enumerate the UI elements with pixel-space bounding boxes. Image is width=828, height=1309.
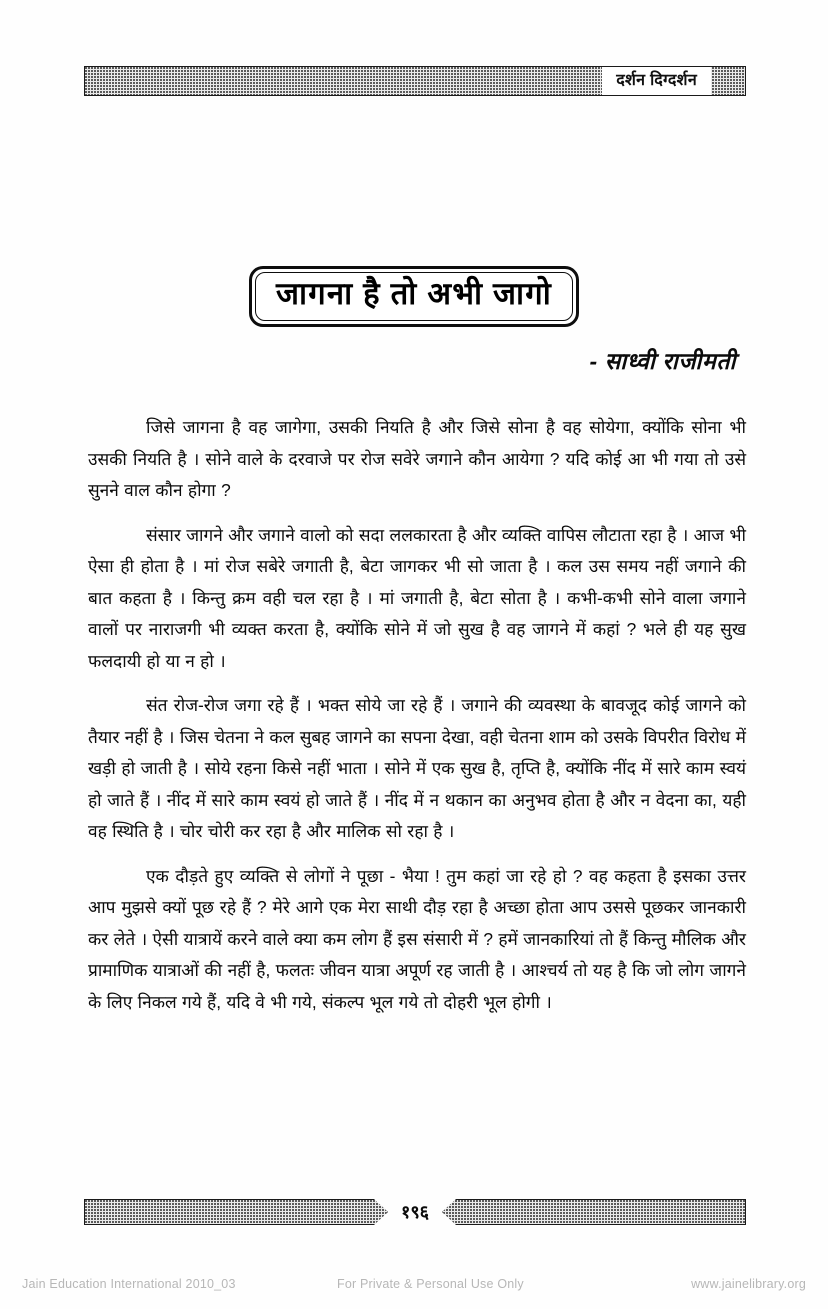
page-footer-band <box>84 1198 746 1226</box>
running-header-plate <box>602 67 711 95</box>
body-paragraph: संत रोज-रोज जगा रहे हैं । भक्त सोये जा रहे हैं । जगाने की व्यवस्था के बावजूद कोई जागने को तैयार नहीं है । जिस चेतना ने कल सुबह जागने का सपना देखा, वही चेतना शाम को उसके विपरीत विरोध में खड़ी हो जाती है । सोये रहना किसे नहीं भाता । सोने में एक सुख है, तृप्ति है, क्योंकि नींद में सारे काम स्वयं हो जाते हैं । नींद में सारे काम स्वयं हो जाते हैं । नींद में न थकान का अनुभव होता है और न वेदना का, यही वह स्थिति है । चोर चोरी कर रहा है और मालिक सो रहा है । <box>88 695 746 841</box>
footer-band-right <box>442 1199 746 1225</box>
scan-credit-right[interactable]: www.jainelibrary.org <box>691 1277 806 1291</box>
page-number: १९६ <box>400 1202 430 1222</box>
body-paragraph: जिसे जागना है वह जागेगा, उसकी नियति है और जिसे सोना है वह सोयेगा, क्योंकि सोना भी उसकी नियति है । सोने वाले के दरवाजे पर रोज सवेरे जगाने कौन आयेगा ? यदि कोई आ भी गया तो उसे सुनने वाल कौन होगा ? <box>88 417 746 500</box>
body-paragraph: संसार जागने और जगाने वालो को सदा ललकारता है और व्यक्ति वापिस लौटाता रहा है । आज भी ऐसा ही होता है । मां रोज सबेरे जगाती है, बेटा जागकर भी सो जाता है । कल उस समय नहीं जगाने की बात कहता है । किन्तु क्रम वही चल रहा है । मां जगाती है, बेटा सोता है । कभी-कभी सोने वाला जगाने वालों पर नाराजगी भी व्यक्त करता है, क्योंकि सोने में जो सुख है वह जागने में कहां ? भले ही यह सुख फलदायी हो या न हो । <box>88 524 746 671</box>
footer-band-left <box>84 1199 388 1225</box>
title-inner-border <box>255 272 573 321</box>
article-byline: - साध्वी राजीमती <box>589 348 736 374</box>
article-title-container <box>0 266 828 327</box>
title-outer-border <box>249 266 579 327</box>
scan-credit-center: For Private & Personal Use Only <box>337 1277 524 1291</box>
article-body <box>88 412 746 1018</box>
running-header-title: दर्शन दिग्दर्शन <box>616 72 697 89</box>
body-paragraph: एक दौड़ते हुए व्यक्ति से लोगों ने पूछा - भैया ! तुम कहां जा रहे हो ? वह कहता है इसका उत्तर आप मुझसे क्यों पूछ रहे हैं ? मेरे आगे एक मेरा साथी दौड़ रहा है अच्छा होता आप उससे पूछकर जानकारी कर लेते । ऐसी यात्रायें करने वाले क्या कम लोग हैं इस संसारी में ? हमें जानकारियां तो हैं किन्तु मौलिक और प्रामाणिक यात्राओं की नहीं है, फलतः जीवन यात्रा अपूर्ण रह जाती है । आश्चर्य तो यह है कि जो लोग जागने के लिए निकल गये हैं, यदि वे भी गये, संकल्प भूल गये तो दोहरी भूल होगी । <box>88 865 746 1012</box>
article-title: जागना है तो अभी जागो <box>276 276 552 311</box>
running-header-band <box>84 66 746 96</box>
scan-credit-left: Jain Education International 2010_03 <box>22 1277 236 1291</box>
scan-watermark-footer <box>0 1272 828 1296</box>
